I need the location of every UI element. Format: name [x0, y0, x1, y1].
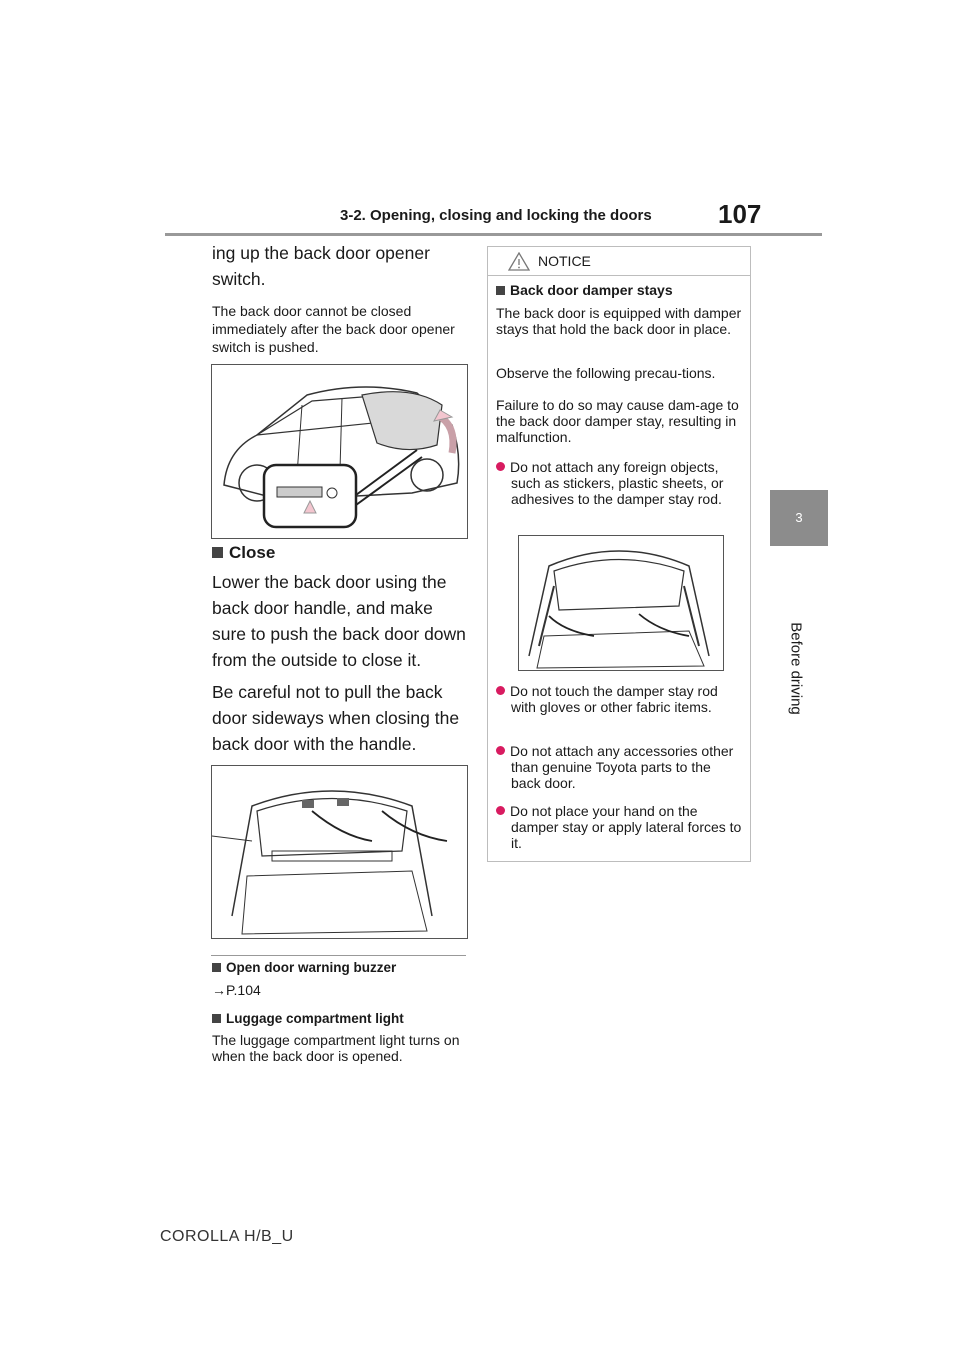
figure-damper-stays — [518, 535, 724, 671]
intro-note: The back door cannot be closed immediately after the back door opener switch is pushed. — [212, 303, 455, 355]
intro-block — [212, 240, 470, 356]
light-text: The luggage compartment light turns on when the back door is opened. — [212, 1032, 460, 1064]
notice-bullet-1-text: Do not attach any foreign objects, such as stickers, plastic sheets, or adhesives to the damper stay rod. — [510, 459, 724, 507]
notice-bullet-2-text: Do not touch the damper stay rod with gloves or other fabric items. — [510, 683, 718, 715]
notice-para-2a: Observe the following precau-tions. — [496, 365, 716, 381]
notice-para-1: The back door is equipped with damper stays that hold the back door in place. — [496, 305, 742, 337]
close-heading-text: Close — [229, 543, 276, 562]
bullet-dot-icon — [496, 686, 505, 695]
notice-para-2b: Failure to do so may cause dam-age to the back door damper stay, resulting in malfunction. — [496, 397, 739, 445]
page-number: 107 — [718, 199, 762, 229]
buzzer-heading — [212, 960, 470, 975]
notice-box — [487, 246, 751, 862]
damper-stay-illustration — [519, 536, 723, 670]
close-paragraph-1: Lower the back door using the back door handle, and make sure to push the back door down from the outside to close it. — [212, 572, 466, 670]
square-bullet-icon — [496, 286, 505, 295]
square-bullet-icon — [212, 1014, 221, 1023]
notice-bullet-3 — [496, 743, 744, 791]
intro-text: ing up the back door opener switch. — [212, 243, 430, 289]
section-title: 3-2. Opening, closing and locking the doors — [340, 207, 652, 224]
info-section — [212, 960, 470, 1064]
close-paragraph-2: Be careful not to pull the back door sideways when closing the back door with the handle. — [212, 682, 460, 754]
buzzer-heading-text: Open door warning buzzer — [226, 960, 397, 975]
section-divider — [211, 955, 466, 956]
figure-back-door-opener — [211, 364, 468, 539]
notice-title: NOTICE — [538, 253, 591, 269]
notice-bullet-2 — [496, 683, 744, 715]
bullet-dot-icon — [496, 806, 505, 815]
back-door-illustration — [212, 766, 467, 938]
buzzer-page-ref[interactable]: →P.104 — [212, 982, 261, 998]
notice-header — [488, 247, 750, 276]
figure-back-door-handle — [211, 765, 468, 939]
notice-subheading — [496, 282, 744, 298]
light-heading — [212, 1011, 470, 1026]
square-bullet-icon — [212, 547, 223, 558]
notice-bullet-4-text: Do not place your hand on the damper stay or apply lateral forces to it. — [510, 803, 742, 851]
warning-triangle-icon — [508, 252, 530, 271]
close-heading — [212, 543, 470, 563]
square-bullet-icon — [212, 963, 221, 972]
chapter-label: Before driving — [787, 622, 805, 715]
notice-bullet-1 — [496, 459, 744, 507]
notice-bullet-3-text: Do not attach any accessories other than genuine Toyota parts to the back door. — [510, 743, 734, 791]
footer-model: COROLLA H/B_U — [160, 1228, 294, 1245]
notice-subheading-text: Back door damper stays — [510, 282, 673, 298]
light-heading-text: Luggage compartment light — [226, 1011, 404, 1026]
bullet-dot-icon — [496, 462, 505, 471]
chapter-tab: 3 — [770, 490, 828, 546]
bullet-dot-icon — [496, 746, 505, 755]
car-opener-illustration — [212, 365, 467, 538]
header-divider — [165, 233, 822, 236]
notice-bullet-4 — [496, 803, 744, 851]
close-section — [212, 543, 470, 757]
